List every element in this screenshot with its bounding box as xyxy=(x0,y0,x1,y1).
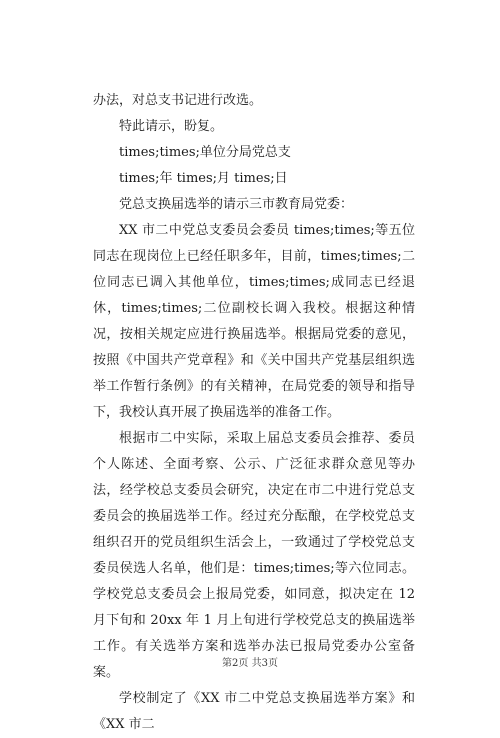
paragraph-3: times;times;单位分局党总支 xyxy=(119,145,291,160)
paragraph-7: 根据市二中实际，采取上届总支委员会推荐、委员个人陈述、全面考察、公示、广泛征求群众意见等办法，经学校总支委员会研究，决定在市二中进行党总支委员会的换届选举工作。经过充分酝酿，在学校党总支组织召开的党员组织生活会上，一致通过了学校党总支委员侯选人名单，他们是：times;times;等六位同志。学校党总支委员会上报局党委，如同意，拟决定在 12 月下旬和 20xx 年 1 月上旬进行学校党总支的换届选举工作。有关选举方案和选举办法已报局党委办公室备案。 xyxy=(93,431,415,680)
paragraph-8: 学校制定了《XX 市二中党总支换届选举方案》和《XX 市二 xyxy=(93,691,415,732)
paragraph-1: 办法，对总支书记进行改选。 xyxy=(93,93,263,108)
paragraph-6: XX 市二中党总支委员会委员 times;times;等五位同志在现岗位上已经任职多年，目前，times;times;二位同志已调入其他单位，times;times;成同志已经退休，times;times;二位副校长调入我校。根据这种情况，按相关规定应进行换届选举。根据局党委的意见，按照《中国共产党章程》和《关中国共产党基层组织选举工作暂行条例》的有关精神，在局党委的领导和指导下，我校认真开展了换届选举的准备工作。 xyxy=(93,223,415,420)
paragraph-2: 特此请示，盼复。 xyxy=(119,119,224,134)
document-body xyxy=(93,88,415,738)
page-footer: 第2页 共3页 xyxy=(222,658,278,669)
paragraph-5: 党总支换届选举的请示三市教育局党委： xyxy=(119,197,354,212)
paragraph-4: times;年 times;月 times;日 xyxy=(119,171,288,186)
